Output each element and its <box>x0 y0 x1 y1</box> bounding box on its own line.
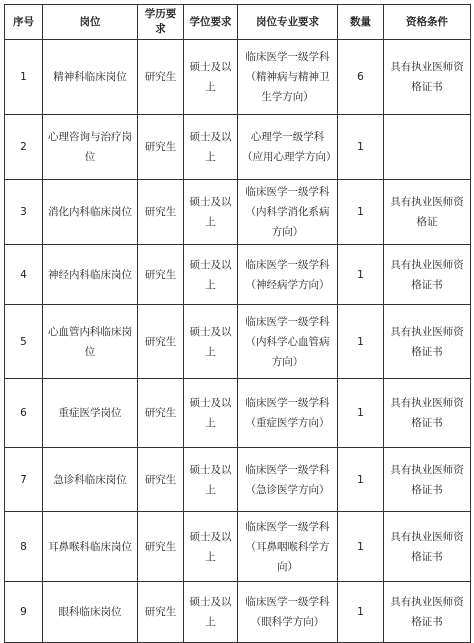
cell-position: 眼科临床岗位 <box>43 582 138 643</box>
cell-education: 研究生 <box>138 448 184 512</box>
cell-degree: 硕士及以上 <box>184 115 238 180</box>
cell-education: 研究生 <box>138 180 184 245</box>
header-position: 岗位 <box>43 5 138 40</box>
cell-major: 临床医学一级学科（眼科学方向） <box>238 582 338 643</box>
cell-seq: 1 <box>5 40 43 115</box>
cell-education: 研究生 <box>138 40 184 115</box>
cell-position: 重症医学岗位 <box>43 379 138 448</box>
cell-degree: 硕士及以上 <box>184 305 238 379</box>
cell-degree: 硕士及以上 <box>184 40 238 115</box>
cell-major: 临床医学一级学科（内科学消化系病方向） <box>238 180 338 245</box>
cell-position: 精神科临床岗位 <box>43 40 138 115</box>
table-row <box>5 512 471 582</box>
cell-count: 1 <box>338 379 384 448</box>
cell-count: 1 <box>338 245 384 305</box>
cell-count: 1 <box>338 180 384 245</box>
cell-qualification: 具有执业医师资格证书 <box>384 512 471 582</box>
cell-position: 耳鼻喉科临床岗位 <box>43 512 138 582</box>
cell-major: 临床医学一级学科（内科学心血管病方向） <box>238 305 338 379</box>
cell-seq: 4 <box>5 245 43 305</box>
cell-qualification <box>384 115 471 180</box>
cell-major: 心理学一级学科（应用心理学方向） <box>238 115 338 180</box>
cell-degree: 硕士及以上 <box>184 512 238 582</box>
cell-position: 消化内科临床岗位 <box>43 180 138 245</box>
cell-major: 临床医学一级学科（精神病与精神卫生学方向） <box>238 40 338 115</box>
cell-qualification: 具有执业医师资格证书 <box>384 582 471 643</box>
table-header <box>5 5 471 40</box>
table-body <box>5 40 471 643</box>
header-major: 岗位专业要求 <box>238 5 338 40</box>
table-row <box>5 305 471 379</box>
cell-seq: 3 <box>5 180 43 245</box>
cell-education: 研究生 <box>138 379 184 448</box>
cell-qualification: 具有执业医师资格证书 <box>384 40 471 115</box>
header-qualification: 资格条件 <box>384 5 471 40</box>
cell-count: 1 <box>338 582 384 643</box>
cell-position: 急诊科临床岗位 <box>43 448 138 512</box>
cell-degree: 硕士及以上 <box>184 245 238 305</box>
cell-qualification: 具有执业医师资格证书 <box>384 379 471 448</box>
cell-qualification: 具有执业医师资格证书 <box>384 245 471 305</box>
header-row <box>5 5 471 40</box>
header-degree: 学位要求 <box>184 5 238 40</box>
cell-degree: 硕士及以上 <box>184 180 238 245</box>
cell-education: 研究生 <box>138 305 184 379</box>
cell-major: 临床医学一级学科（急诊医学方向） <box>238 448 338 512</box>
cell-seq: 2 <box>5 115 43 180</box>
table-row <box>5 40 471 115</box>
cell-position: 心理咨询与治疗岗位 <box>43 115 138 180</box>
cell-major: 临床医学一级学科（重症医学方向） <box>238 379 338 448</box>
cell-degree: 硕士及以上 <box>184 582 238 643</box>
header-education: 学历要求 <box>138 5 184 40</box>
cell-degree: 硕士及以上 <box>184 448 238 512</box>
cell-major: 临床医学一级学科（神经病学方向） <box>238 245 338 305</box>
cell-count: 1 <box>338 115 384 180</box>
cell-qualification: 具有执业医师资格证 <box>384 180 471 245</box>
cell-position: 心血管内科临床岗位 <box>43 305 138 379</box>
cell-position: 神经内科临床岗位 <box>43 245 138 305</box>
table-row <box>5 582 471 643</box>
cell-education: 研究生 <box>138 582 184 643</box>
cell-qualification: 具有执业医师资格证书 <box>384 305 471 379</box>
header-seq: 序号 <box>5 5 43 40</box>
cell-seq: 5 <box>5 305 43 379</box>
cell-count: 6 <box>338 40 384 115</box>
cell-count: 1 <box>338 512 384 582</box>
table-row <box>5 379 471 448</box>
cell-count: 1 <box>338 305 384 379</box>
cell-education: 研究生 <box>138 512 184 582</box>
cell-education: 研究生 <box>138 245 184 305</box>
table-row <box>5 448 471 512</box>
cell-major: 临床医学一级学科（耳鼻咽喉科学方向） <box>238 512 338 582</box>
table-row <box>5 115 471 180</box>
recruitment-table <box>4 4 471 643</box>
cell-qualification: 具有执业医师资格证书 <box>384 448 471 512</box>
table-row <box>5 245 471 305</box>
cell-degree: 硕士及以上 <box>184 379 238 448</box>
table-row <box>5 180 471 245</box>
cell-seq: 8 <box>5 512 43 582</box>
cell-seq: 7 <box>5 448 43 512</box>
header-count: 数量 <box>338 5 384 40</box>
cell-seq: 6 <box>5 379 43 448</box>
cell-count: 1 <box>338 448 384 512</box>
cell-education: 研究生 <box>138 115 184 180</box>
cell-seq: 9 <box>5 582 43 643</box>
